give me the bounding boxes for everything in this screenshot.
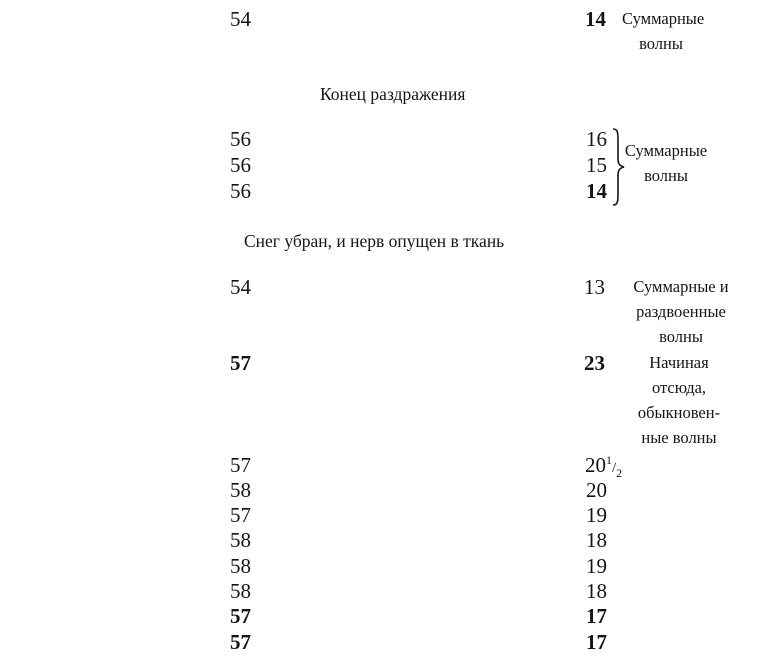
fraction-whole: 20 [585,453,606,477]
right-value: 19 [586,503,607,527]
section-heading-end: Конец раздражения [320,84,466,104]
left-value: 57 [230,453,251,477]
note-line: Суммарные [624,141,708,160]
right-value: 16 [586,127,607,151]
left-value: 54 [230,7,251,31]
note-line: ные волны [641,428,717,447]
note-normal-waves [624,350,734,450]
note-line: волны [659,327,703,346]
right-value: 18 [586,528,607,552]
note-line: волны [639,34,683,53]
left-value: 58 [230,528,251,552]
right-value: 19 [586,554,607,578]
right-value: 17 [586,604,607,628]
note-line: волны [644,166,688,185]
note-summary-split-waves [614,274,748,349]
note-line: раздвоенные [636,302,726,321]
note-line: Начиная [649,353,709,372]
left-value: 56 [230,153,251,177]
left-value: 58 [230,478,251,502]
right-value: 18 [586,579,607,603]
right-value: 14 [585,7,606,31]
note-line: обыкновен- [637,403,721,422]
fraction-numerator: 1 [606,453,612,467]
right-value: 15 [586,153,607,177]
left-value: 54 [230,275,251,299]
right-value-fraction: $20^1/_2$ [585,453,623,481]
right-value: 14 [586,179,607,203]
left-value: 57 [230,351,251,375]
note-line: Суммарные [622,9,705,28]
left-value: 57 [230,503,251,527]
section-heading-snow: Снег убран, и нерв опущен в ткань [244,231,505,251]
right-value: 23 [584,351,605,375]
note-line: отсюда, [651,378,707,397]
note-line: Суммарные и [633,277,729,296]
left-value: 56 [230,179,251,203]
right-value: 13 [584,275,605,299]
left-value: 57 [230,604,251,628]
right-value: 20 [586,478,607,502]
right-value: 17 [586,630,607,654]
note-summary-waves [622,6,705,56]
left-value: 57 [230,630,251,654]
fraction-denominator: 2 [616,466,623,481]
left-value: 58 [230,579,251,603]
left-value: 58 [230,554,251,578]
note-summary-waves [620,138,712,188]
left-value: 56 [230,127,251,151]
